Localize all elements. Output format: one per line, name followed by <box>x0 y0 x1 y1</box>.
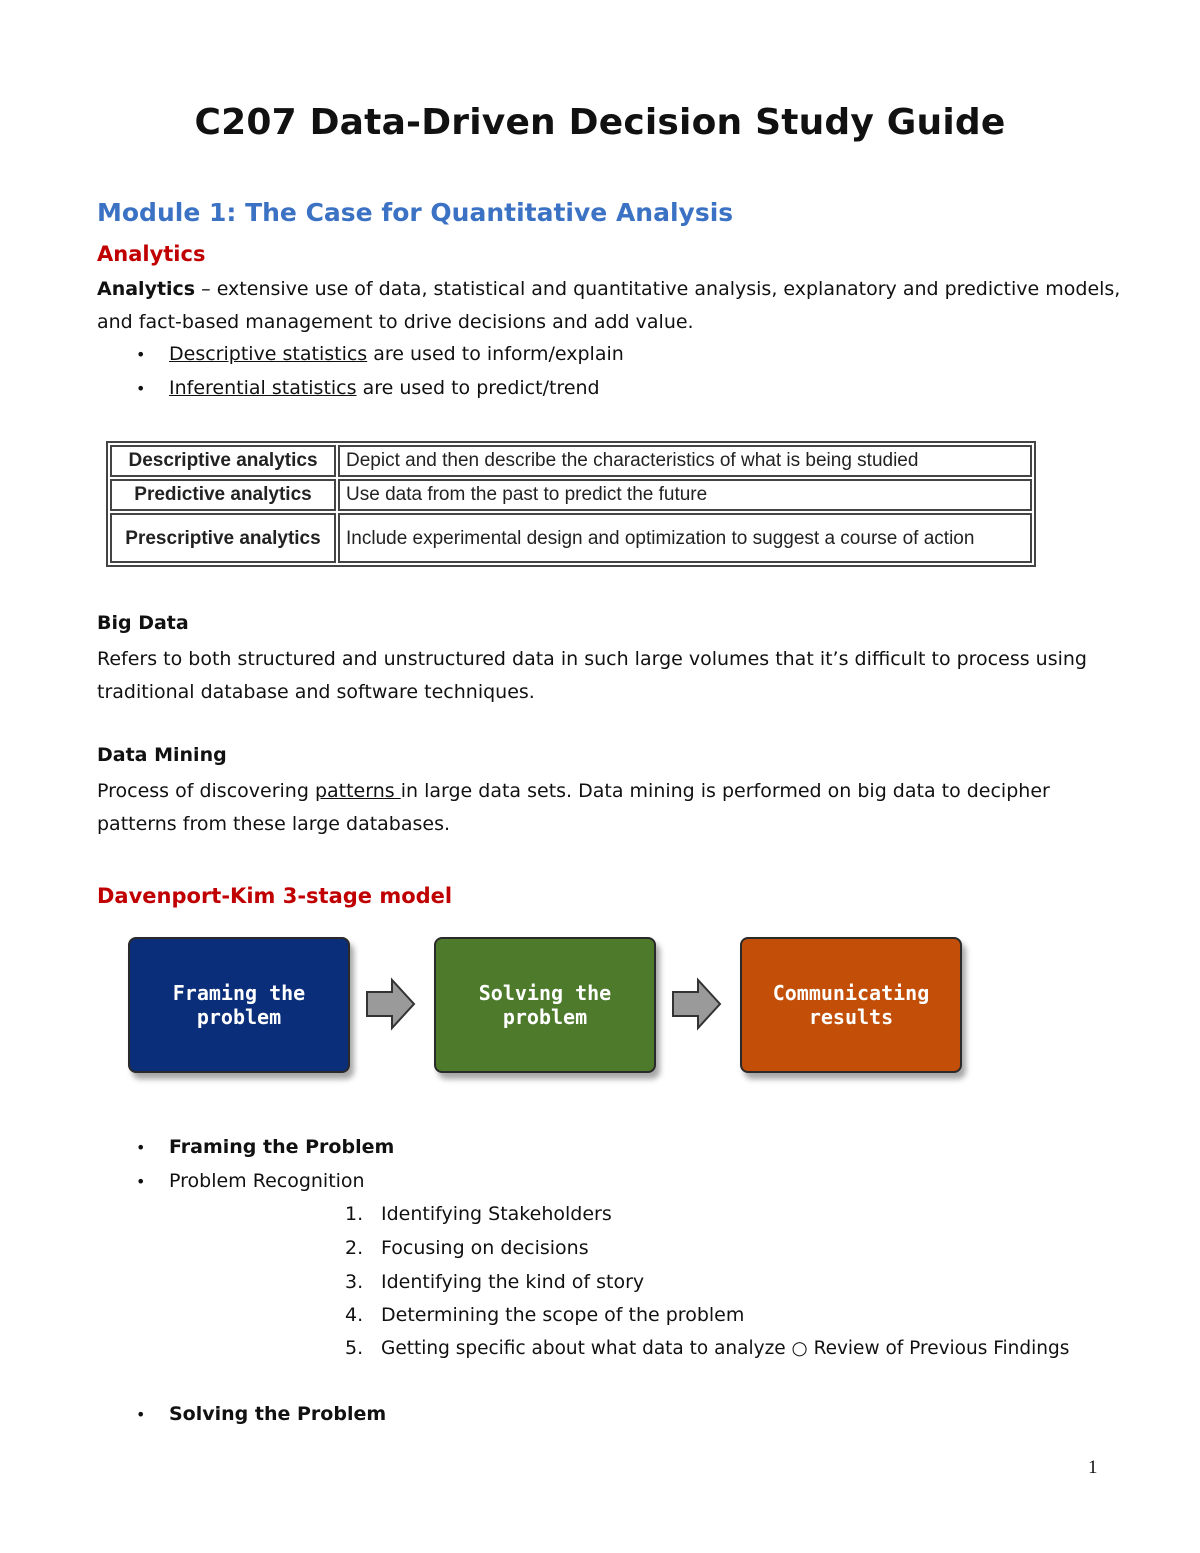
list-item: 3. Identifying the kind of story <box>345 1271 645 1293</box>
big-data-definition: Refers to both structured and unstructured data in such large volumes that it’s difficult to process using traditional database and software techniques. <box>97 648 1087 703</box>
list-item: • Descriptive statistics are used to inform/explain <box>0 338 700 371</box>
list-item: 1. Identifying Stakeholders <box>345 1203 612 1225</box>
list-item: • Solving the Problem <box>0 1398 700 1431</box>
patterns-link: patterns <box>314 780 401 802</box>
list-item: 2. Focusing on decisions <box>345 1237 589 1259</box>
table-cell-type: Descriptive analytics <box>110 445 336 477</box>
analytics-term: Analytics <box>97 278 196 300</box>
table-cell-description: Include experimental design and optimization to suggest a course of action <box>338 513 1032 563</box>
analytics-definition-line1: Analytics – extensive use of data, statistical and quantitative analysis, explanatory and predictive models, <box>97 278 1121 300</box>
bullet-icon: • <box>136 379 146 398</box>
data-mining-heading: Data Mining <box>97 744 227 766</box>
descriptive-statistics-link: Descriptive statistics <box>169 343 368 365</box>
table-row <box>110 445 1032 477</box>
inferential-statistics-link: Inferential statistics <box>169 377 357 399</box>
table-row <box>110 479 1032 511</box>
bullet-icon: • <box>136 1405 146 1424</box>
list-item: • Framing the Problem <box>0 1131 700 1164</box>
big-data-heading: Big Data <box>97 612 189 634</box>
analytics-definition <box>97 273 1137 339</box>
arrow-right-icon <box>364 976 418 1032</box>
bullet-icon: • <box>136 1172 146 1191</box>
table-cell-description: Use data from the past to predict the future <box>338 479 1032 511</box>
list-item: • Problem Recognition <box>0 1165 700 1198</box>
page-title: C207 Data-Driven Decision Study Guide <box>194 102 1006 143</box>
list-item: • Inferential statistics are used to predict/trend <box>0 372 700 405</box>
stage-framing-box: Framing the problem <box>128 937 350 1073</box>
stage-communicating-box: Communicating results <box>740 937 962 1073</box>
list-item: 5. Getting specific about what data to analyze ○ Review of Previous Findings <box>345 1337 1070 1359</box>
stage-solving-box: Solving the problem <box>434 937 656 1073</box>
model-heading: Davenport-Kim 3-stage model <box>97 884 453 908</box>
list-item: 4. Determining the scope of the problem <box>345 1304 745 1326</box>
analytics-types-table <box>106 441 1036 567</box>
table-cell-type: Predictive analytics <box>110 479 336 511</box>
page-number: 1 <box>1088 1457 1098 1478</box>
module-heading: Module 1: The Case for Quantitative Analysis <box>97 198 734 227</box>
data-mining-definition: Process of discovering patterns in large data sets. Data mining is performed on big data to decipher patterns from these large databases. <box>97 780 1050 835</box>
table-cell-type: Prescriptive analytics <box>110 513 336 563</box>
bullet-icon: • <box>136 345 146 364</box>
table-cell-description: Depict and then describe the characteristics of what is being studied <box>338 445 1032 477</box>
analytics-definition-line2: and fact-based management to drive decisions and add value. <box>97 311 694 333</box>
arrow-right-icon <box>670 976 724 1032</box>
analytics-heading: Analytics <box>97 242 206 266</box>
bullet-icon: • <box>136 1138 146 1157</box>
table-row <box>110 513 1032 563</box>
